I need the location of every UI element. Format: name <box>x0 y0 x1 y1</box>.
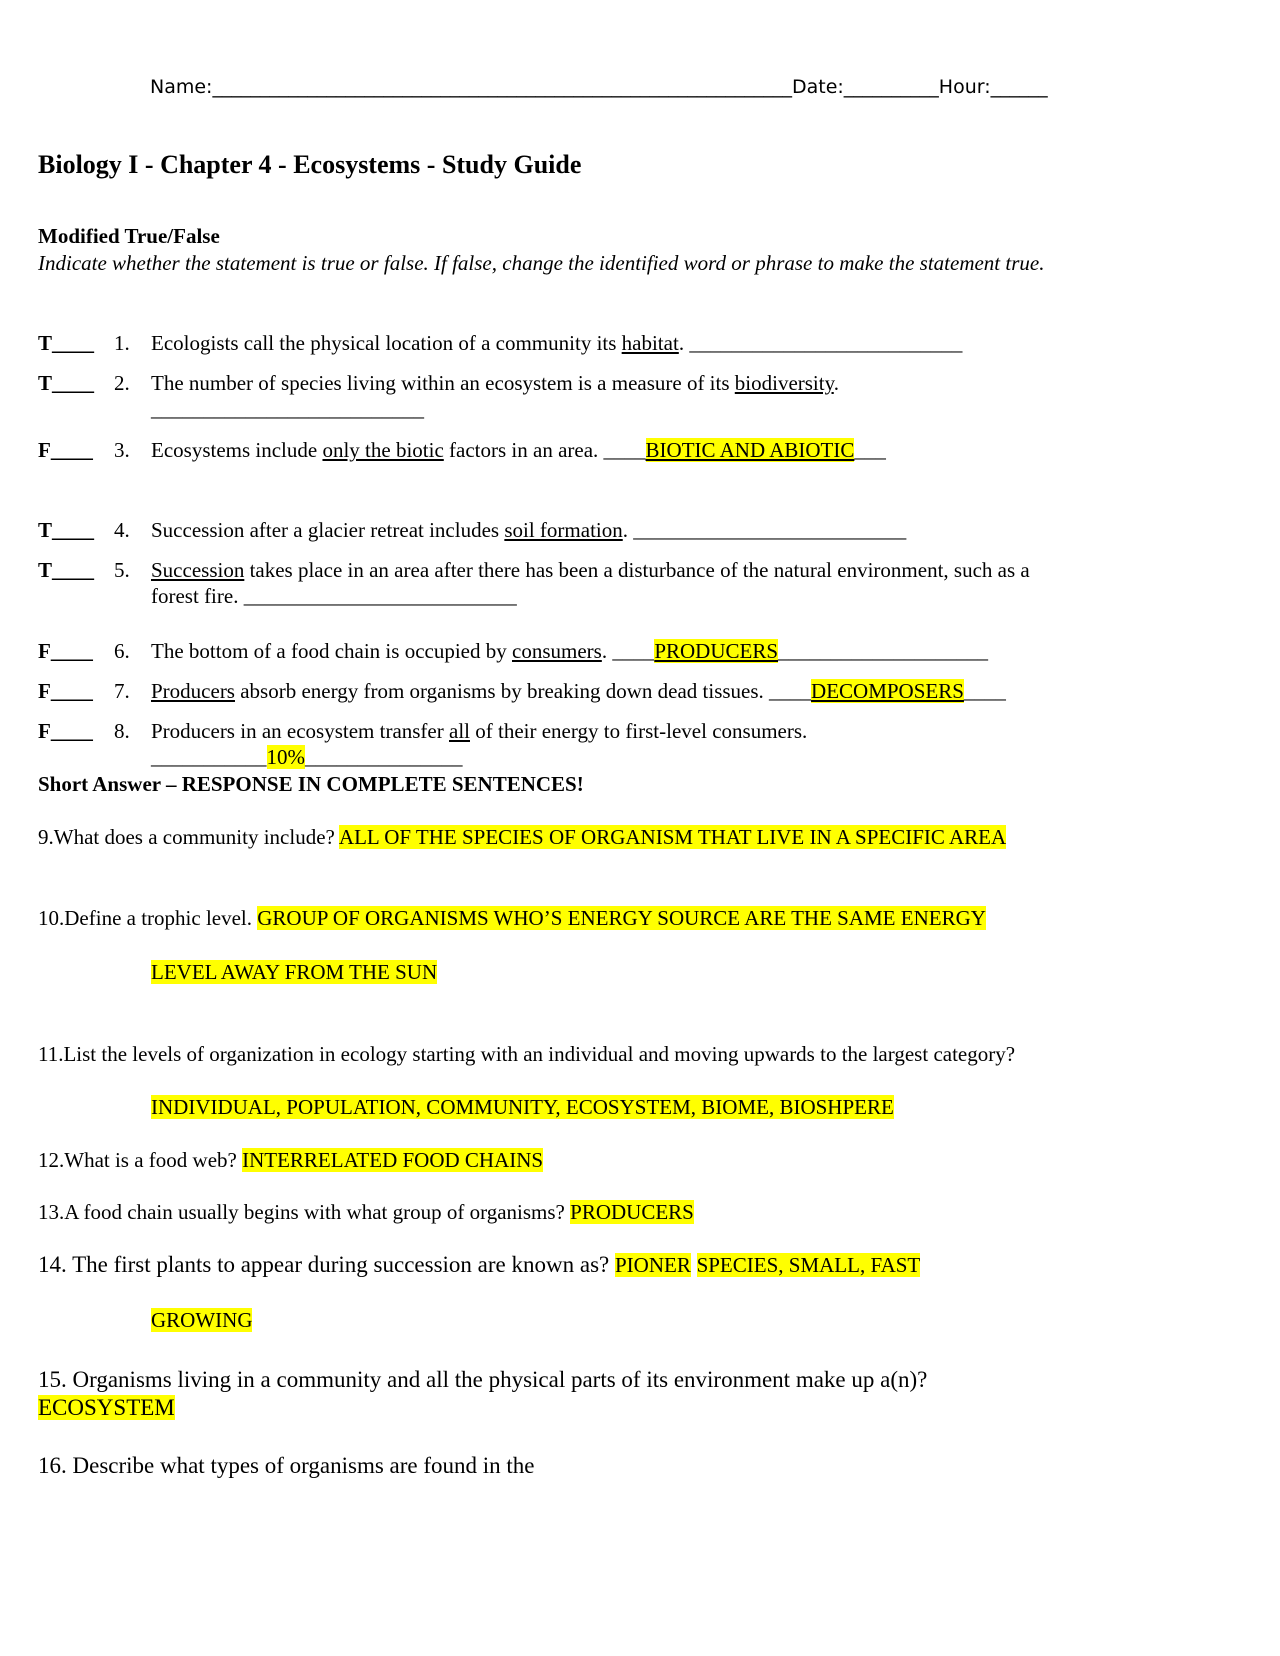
question-text: 16. Describe what types of organisms are found in the <box>38 1453 535 1478</box>
identified-word: habitat <box>621 331 679 355</box>
tf-answer: F____ <box>38 639 93 663</box>
highlighted-answer: PRODUCERS <box>570 1200 694 1224</box>
question-number: 5. <box>114 558 130 582</box>
section-heading-short-answer: Short Answer – RESPONSE IN COMPLETE SENTENCES! <box>38 772 584 796</box>
highlighted-answer: BIOTIC AND ABIOTIC <box>645 438 855 462</box>
question-text-end: of their energy to first-level consumers. <box>470 719 808 743</box>
question-text-end: . <box>833 371 839 395</box>
tf-answer: T____ <box>38 371 95 395</box>
sa-question-9 <box>38 825 1006 850</box>
date-blank[interactable]: __________ <box>843 76 939 98</box>
date-label: Date: <box>791 76 844 98</box>
highlighted-answer: PRODUCERS <box>654 639 779 663</box>
answer-blank-end: _______________ <box>305 745 463 769</box>
answer-blank: ___ <box>854 438 886 462</box>
page-title: Biology I - Chapter 4 - Ecosystems - Study Guide <box>38 150 582 179</box>
sa-question-14 <box>38 1252 920 1278</box>
sa-question-13 <box>38 1200 694 1225</box>
question-number: 2. <box>114 371 130 395</box>
sa-answer-15 <box>38 1395 175 1421</box>
tf-answer: T____ <box>38 518 95 542</box>
tf-question-4 <box>38 517 1218 547</box>
question-text-end: . ____ <box>601 639 655 663</box>
question-text: The bottom of a food chain is occupied by <box>151 639 512 663</box>
highlighted-answer: ECOSYSTEM <box>38 1395 175 1420</box>
highlighted-answer-continued: SPECIES, SMALL, FAST <box>696 1253 921 1277</box>
question-text: absorb energy from organisms by breaking down dead tissues. ____ <box>234 679 812 703</box>
header-line <box>150 76 1048 98</box>
question-number: 7. <box>114 679 130 703</box>
tf-answer: F____ <box>38 719 93 743</box>
question-text-continued: forest fire. __________________________ <box>151 584 517 608</box>
question-text: 12.What is a food web? <box>38 1148 243 1172</box>
tf-answer: F____ <box>38 438 93 462</box>
question-text-end: factors in an area. ____ <box>443 438 646 462</box>
highlighted-answer: LEVEL AWAY FROM THE SUN <box>151 960 438 984</box>
sa-question-16 <box>38 1453 535 1479</box>
tf-answer: T____ <box>38 331 95 355</box>
sa-question-12 <box>38 1148 543 1173</box>
question-text: 13.A food chain usually begins with what group of organisms? <box>38 1200 571 1224</box>
highlighted-answer: GROWING <box>151 1308 253 1332</box>
identified-word: soil formation <box>504 518 623 542</box>
question-text: 9.What does a community include? <box>38 825 339 849</box>
highlighted-answer: GROUP OF ORGANISMS WHO’S ENERGY SOURCE ARE THE SAME ENERGY <box>257 906 986 930</box>
highlighted-answer: ALL OF THE SPECIES OF ORGANISM THAT LIVE IN A SPECIFIC AREA <box>338 825 1007 849</box>
tf-question-2 <box>38 370 1218 426</box>
highlighted-answer: 10% <box>266 745 305 769</box>
question-text: 14. The first plants to appear during succession are known as? <box>38 1252 615 1277</box>
highlighted-answer: PIONER <box>614 1253 691 1277</box>
tf-question-1 <box>38 330 1218 360</box>
highlighted-answer: INTERRELATED FOOD CHAINS <box>242 1148 544 1172</box>
question-number: 6. <box>114 639 130 663</box>
question-text: takes place in an area after there has been a disturbance of the natural environment, such as a <box>244 558 1030 582</box>
identified-word: Producers <box>151 679 235 703</box>
question-text: 15. Organisms living in a community and all the physical parts of its environment make up a(n)? <box>38 1367 928 1392</box>
tf-question-6 <box>38 638 1218 668</box>
sa-question-10 <box>38 906 986 931</box>
identified-word: all <box>449 719 470 743</box>
question-number: 1. <box>114 331 130 355</box>
question-text: The number of species living within an ecosystem is a measure of its <box>151 371 735 395</box>
tf-question-3 <box>38 437 1218 467</box>
answer-blank: ____________________ <box>778 639 989 663</box>
highlighted-answer: DECOMPOSERS <box>811 679 964 703</box>
section-heading-true-false: Modified True/False <box>38 224 220 248</box>
identified-word: consumers <box>512 639 602 663</box>
name-label: Name: <box>150 76 213 98</box>
name-blank[interactable]: _____________________________________________________________ <box>212 76 792 98</box>
sa-answer-10-continued <box>151 960 437 985</box>
tf-question-5 <box>38 557 1218 613</box>
question-text: Ecosystems include <box>151 438 323 462</box>
sa-question-11 <box>38 1042 1015 1067</box>
question-number: 4. <box>114 518 130 542</box>
answer-blank-start: ___________ <box>151 745 267 769</box>
hour-label: Hour: <box>938 76 991 98</box>
tf-answer: F____ <box>38 679 93 703</box>
question-text: Succession after a glacier retreat includes <box>151 518 505 542</box>
question-number: 8. <box>114 719 130 743</box>
answer-blank: . __________________________ <box>622 518 907 542</box>
answer-blank: __________________________ <box>151 397 424 421</box>
sa-question-15 <box>38 1367 927 1393</box>
tf-question-8 <box>38 718 1218 774</box>
hour-blank[interactable]: ______ <box>990 76 1048 98</box>
question-number: 3. <box>114 438 130 462</box>
sa-answer-14-continued <box>151 1308 252 1333</box>
section-instructions: Indicate whether the statement is true or false. If false, change the identified word or phrase to make the statement true. <box>38 251 1045 275</box>
sa-answer-11 <box>151 1095 894 1120</box>
identified-word: only the biotic <box>322 438 444 462</box>
tf-question-7 <box>38 678 1218 708</box>
answer-blank: ____ <box>963 679 1006 703</box>
highlighted-answer: INDIVIDUAL, POPULATION, COMMUNITY, ECOSYSTEM, BIOME, BIOSHPERE <box>151 1095 894 1119</box>
tf-answer: T____ <box>38 558 95 582</box>
question-text: Producers in an ecosystem transfer <box>151 719 449 743</box>
question-text: 10.Define a trophic level. <box>38 906 258 930</box>
identified-word: Succession <box>151 558 245 582</box>
identified-word: biodiversity <box>734 371 834 395</box>
answer-blank: . __________________________ <box>678 331 963 355</box>
question-text: 11.List the levels of organization in ecology starting with an individual and moving upwards to the largest category? <box>38 1042 1016 1066</box>
question-text: Ecologists call the physical location of a community its <box>151 331 622 355</box>
